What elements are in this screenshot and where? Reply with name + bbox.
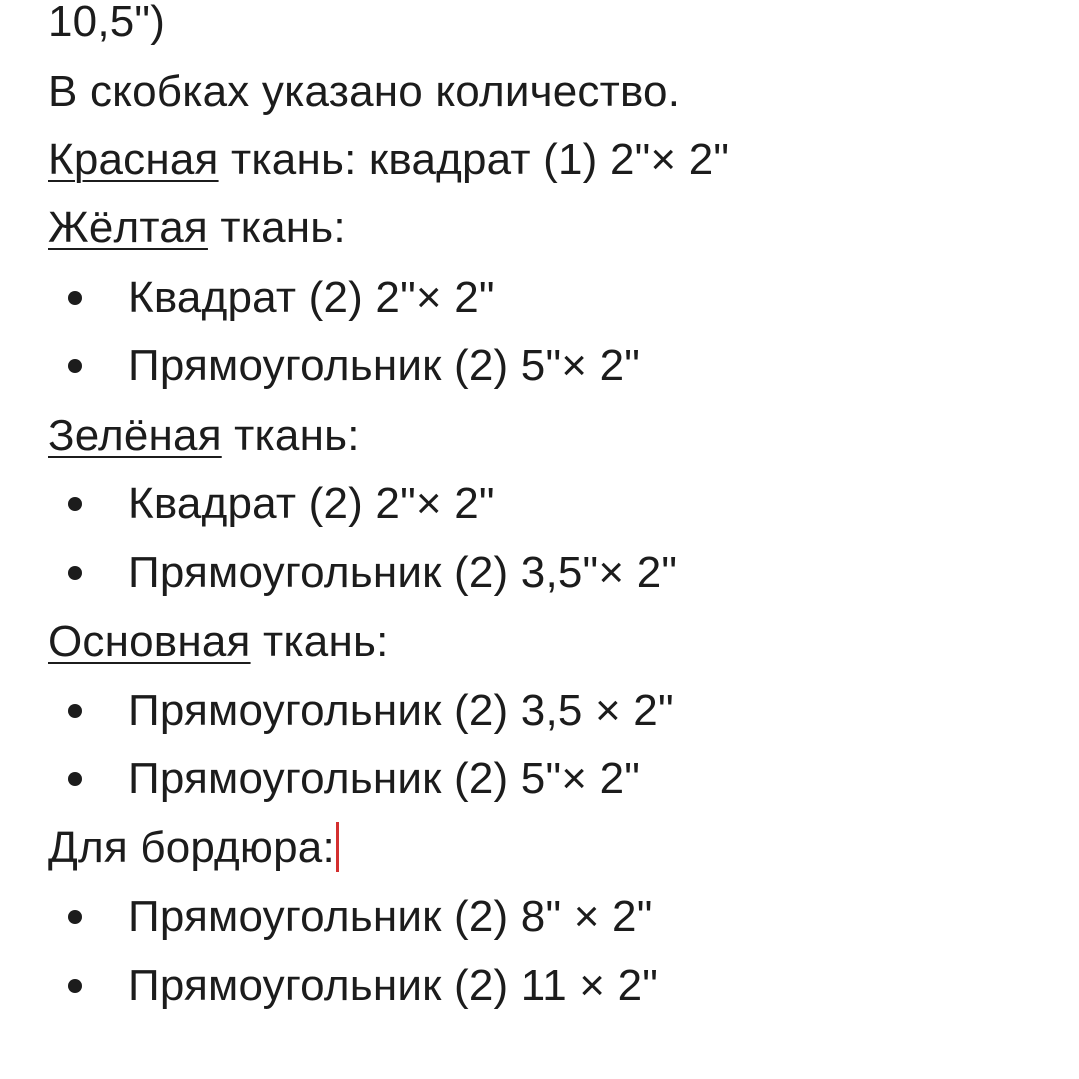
bullet-icon — [68, 566, 82, 580]
red-fabric-line — [48, 134, 729, 186]
yellow-item-rectangle: Прямоугольник (2) 5"× 2" — [128, 341, 641, 390]
red-fabric-spec: ткань: квадрат (1) 2"× 2" — [218, 135, 730, 184]
bullet-icon — [68, 359, 82, 373]
bullet-icon — [68, 772, 82, 786]
main-item-rectangle-2: Прямоугольник (2) 5"× 2" — [128, 754, 641, 803]
bullet-icon — [68, 497, 82, 511]
text-cursor — [336, 822, 339, 872]
yellow-item-square: Квадрат (2) 2"× 2" — [128, 273, 495, 322]
main-fabric-label: Основная — [48, 617, 251, 666]
bullet-icon — [68, 910, 82, 924]
bullet-icon — [68, 979, 82, 993]
bullet-icon — [68, 291, 82, 305]
main-item-rectangle-1: Прямоугольник (2) 3,5 × 2" — [128, 686, 674, 735]
bullet-icon — [68, 704, 82, 718]
red-fabric-label: Красная — [48, 135, 219, 184]
yellow-fabric-heading — [48, 202, 346, 254]
green-item-square: Квадрат (2) 2"× 2" — [128, 479, 495, 528]
yellow-fabric-label: Жёлтая — [48, 203, 208, 252]
main-fabric-suffix: ткань: — [250, 617, 389, 666]
green-item-rectangle: Прямоугольник (2) 3,5"× 2" — [128, 548, 678, 597]
border-heading — [48, 822, 339, 874]
border-item-rectangle-2: Прямоугольник (2) 11 × 2" — [128, 961, 659, 1010]
main-fabric-heading — [48, 616, 389, 668]
green-fabric-suffix: ткань: — [221, 411, 360, 460]
quantity-note-line: В скобках указано количество. — [48, 67, 681, 116]
border-label: Для бордюра: — [48, 823, 335, 872]
green-fabric-heading — [48, 410, 360, 462]
border-item-rectangle-1: Прямоугольник (2) 8" × 2" — [128, 892, 653, 941]
green-fabric-label: Зелёная — [48, 411, 222, 460]
top-fragment-line: 10,5") — [48, 0, 166, 46]
yellow-fabric-suffix: ткань: — [207, 203, 346, 252]
